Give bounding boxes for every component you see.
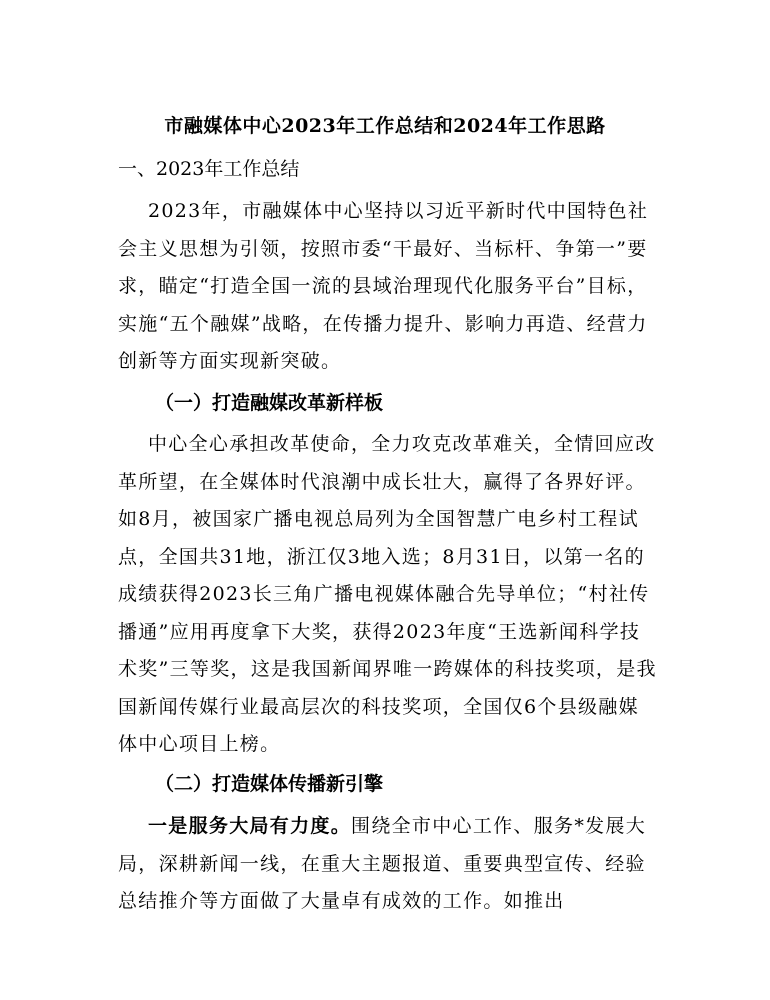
- document-title: 市融媒体中心2023年工作总结和2024年工作思路: [164, 115, 606, 137]
- paragraph-lead-sentence: 一是服务大局有力度。: [148, 815, 352, 837]
- section-heading-1: 一、2023年工作总结: [118, 158, 300, 180]
- subsection-heading-1: （一）打造融媒改革新样板: [155, 392, 384, 414]
- subsection-2-paragraph: [118, 808, 658, 921]
- paragraph-body-text: 围绕全市中心工作、服务*发展大局，深耕新闻一线，在重大主题报道、重要典型宣传、经验总结推介等方面做了大量卓有成效的工作。如推出: [118, 815, 647, 912]
- intro-paragraph: 2023年，市融媒体中心坚持以习近平新时代中国特色社会主义思想为引领，按照市委“干最好、当标杆、争第一”要求，瞄定“打造全国一流的县域治理现代化服务平台”目标，实施“五个融媒”战略，在传播力提升、影响力再造、经营力创新等方面实现新突破。: [118, 200, 649, 372]
- subsection-heading-2: （二）打造媒体传播新引擎: [155, 773, 384, 795]
- subsection-1-paragraph: 中心全心承担改革使命，全力攻克改革难关，全情回应改革所望，在全媒体时代浪潮中成长壮大，赢得了各界好评。如8月，被国家广播电视总局列为全国智慧广电乡村工程试点，全国共31地，浙江仅3地入选；8月31日，以第一名的成绩获得2023长三角广播电视媒体融合先导单位；“村社传播通”应用再度拿下大奖，获得2023年度“王选新闻科学技术奖”三等奖，这是我国新闻界唯一跨媒体的科技奖项，是我国新闻传媒行业最高层次的科技奖项，全国仅6个县级融媒体中心项目上榜。: [118, 433, 657, 755]
